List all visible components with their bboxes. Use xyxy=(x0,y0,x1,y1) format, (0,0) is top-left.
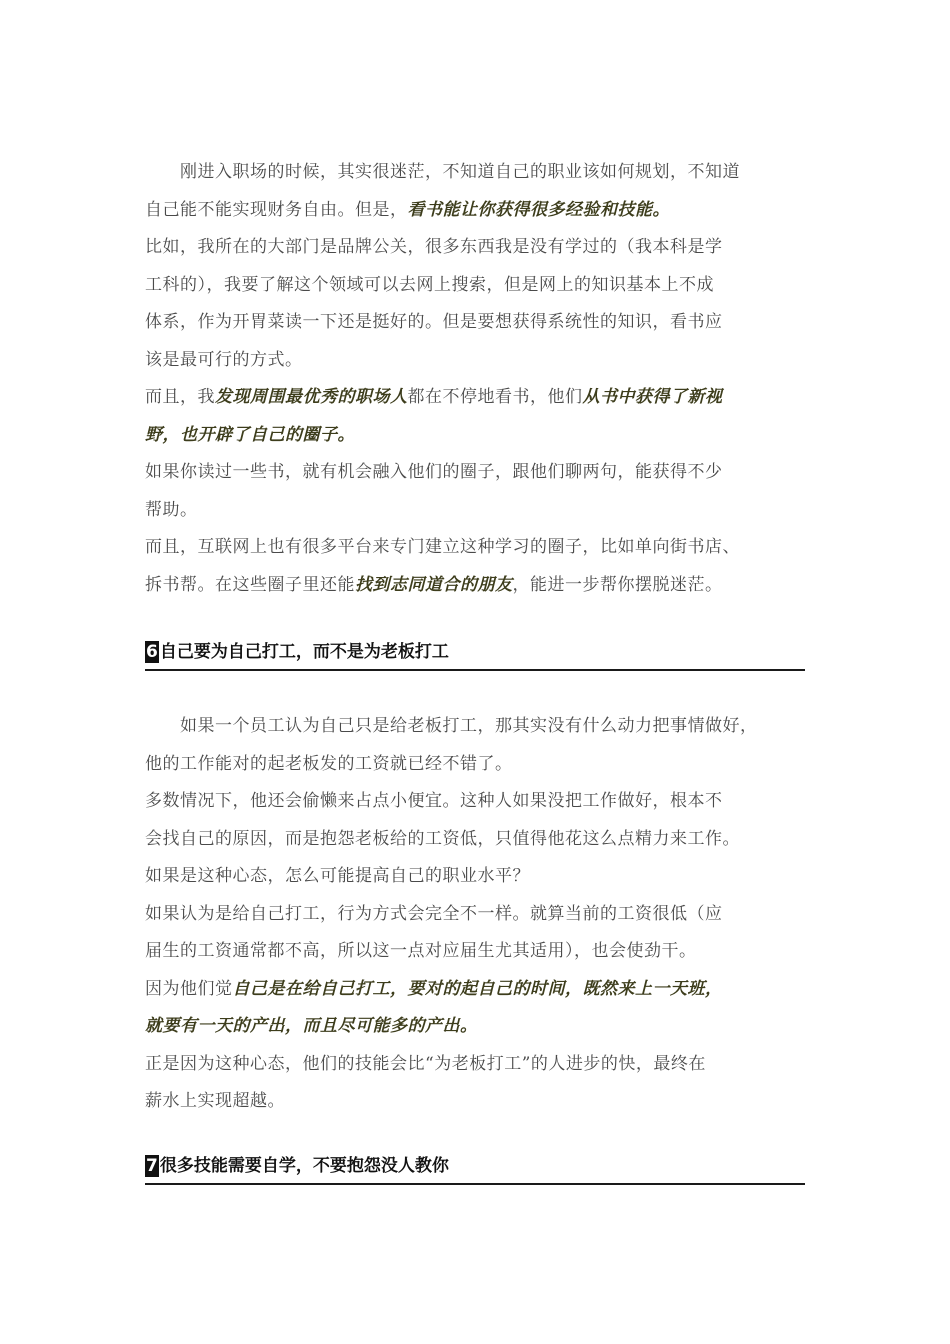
text-line xyxy=(145,536,740,558)
emphasized-text: 发现周围最优秀的职场人 xyxy=(215,387,408,407)
text-line xyxy=(145,574,723,596)
body-text: 薪水上实现超越。 xyxy=(145,1091,285,1111)
text-line xyxy=(145,461,723,483)
text-line xyxy=(145,903,723,925)
body-text: 自己能不能实现财务自由。但是， xyxy=(145,199,408,220)
section-number-7: 7 xyxy=(146,1156,158,1176)
emphasized-text: 找到志同道合的朋友 xyxy=(355,574,513,595)
body-text: ，能进一步帮你摆脱迷茫。 xyxy=(512,574,723,595)
body-text: 帮助。 xyxy=(145,499,198,520)
body-text: 多数情况下，他还会偷懒来占点小便宜。这种人如果没把工作做好，根本不 xyxy=(145,791,723,811)
body-text: 正是因为这种心态，他们的技能会比“为老板打工”的人进步的快，最终在 xyxy=(145,1053,706,1074)
text-line xyxy=(145,865,530,887)
body-text: 会找自己的原因，而是抱怨老板给的工资低，只值得他花这么点精力来工作。 xyxy=(145,828,740,849)
body-text: 工科的），我要了解这个领域可以去网上搜索，但是网上的知识基本上不成 xyxy=(145,274,714,295)
text-line xyxy=(145,790,723,812)
text-line xyxy=(145,978,723,1000)
text-line xyxy=(145,199,670,221)
emphasized-text: 自己是在给自己打工，要对的起自己的时间，既然来上一天班， xyxy=(232,978,723,999)
body-text: 而且，互联网上也有很多平台来专门建立这种学习的圈子，比如单向街书店、 xyxy=(145,537,740,557)
text-line xyxy=(145,828,740,850)
text-line xyxy=(145,424,355,446)
body-text: 比如，我所在的大部门是品牌公关，很多东西我是没有学过的（我本科是学 xyxy=(145,237,723,257)
emphasized-text: 就要有一天的产出，而且尽可能多的产出。 xyxy=(145,1016,478,1036)
body-text: 体系，作为开胃菜读一下还是挺好的。但是要想获得系统性的知识，看书应 xyxy=(145,312,723,332)
text-line xyxy=(145,1053,706,1075)
text-line xyxy=(145,386,723,408)
section-heading-6 xyxy=(145,641,805,671)
body-text: 他的工作能对的起老板发的工资就已经不错了。 xyxy=(145,753,513,774)
text-line xyxy=(145,940,697,962)
text-line xyxy=(145,349,303,371)
text-line xyxy=(180,161,740,183)
body-text: 如果你读过一些书，就有机会融入他们的圈子，跟他们聊两句，能获得不少 xyxy=(145,462,723,482)
body-text: 拆书帮。在这些圈子里还能 xyxy=(145,574,355,595)
body-text: 因为他们觉 xyxy=(145,978,233,999)
body-text: 如果一个员工认为自己只是给老板打工，那其实没有什么动力把事情做好， xyxy=(180,716,758,736)
text-line xyxy=(145,1090,285,1112)
section-title-6: 自己要为自己打工，而不是为老板打工 xyxy=(159,642,449,662)
body-text: 如果是这种心态，怎么可能提高自己的职业水平？ xyxy=(145,866,530,886)
body-text: 该是最可行的方式。 xyxy=(145,349,303,370)
text-line xyxy=(145,236,723,258)
section-title-7: 很多技能需要自学，不要抱怨没人教你 xyxy=(159,1156,449,1176)
text-line xyxy=(145,274,714,296)
emphasized-text: 看书能让你获得很多经验和技能。 xyxy=(407,199,670,220)
body-text: 刚进入职场的时候，其实很迷茫，不知道自己的职业该如何规划，不知道 xyxy=(180,162,740,182)
section-heading-7 xyxy=(145,1155,805,1185)
text-line xyxy=(145,753,513,775)
text-line xyxy=(145,311,723,333)
text-line xyxy=(180,715,758,737)
text-line xyxy=(145,1015,478,1037)
body-text: 如果认为是给自己打工，行为方式会完全不一样。就算当前的工资很低（应 xyxy=(145,903,723,924)
body-text: 都在不停地看书，他们 xyxy=(407,387,583,407)
body-text: 届生的工资通常都不高，所以这一点对应届生尤其适用），也会使劲干。 xyxy=(145,941,697,961)
text-line xyxy=(145,499,198,521)
body-text: 而且，我 xyxy=(145,387,215,407)
emphasized-text: 野，也开辟了自己的圈子。 xyxy=(145,424,355,445)
emphasized-text: 从书中获得了新视 xyxy=(582,387,723,407)
section-number-6: 6 xyxy=(146,642,158,662)
